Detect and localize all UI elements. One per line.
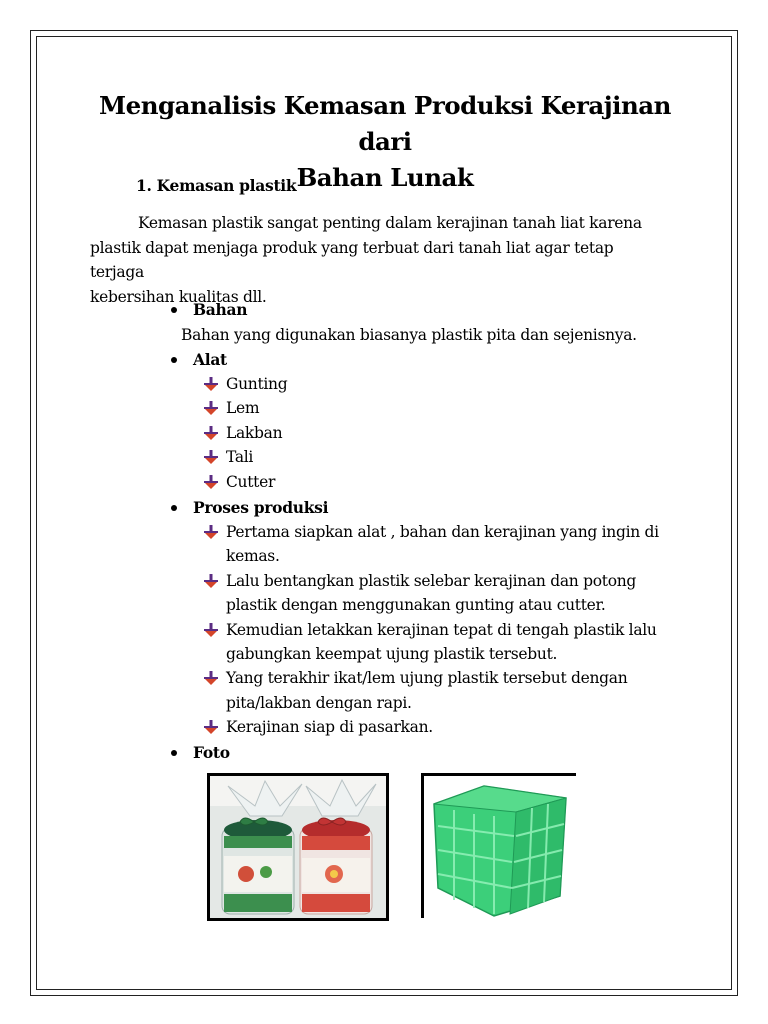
title-line-2: Bahan Lunak: [296, 163, 474, 192]
bullet-dot-icon: [171, 307, 177, 313]
arrow-down-bullet-icon: [203, 376, 219, 392]
proses-heading: Proses produksi: [193, 498, 329, 517]
bullet-dot-icon: [171, 357, 177, 363]
bullet-dot-icon: [171, 505, 177, 511]
alat-item: Tali: [226, 448, 254, 467]
arrow-down-bullet-icon: [203, 573, 219, 589]
photo-green-basket: [421, 773, 576, 918]
alat-item: Lem: [226, 399, 260, 418]
paragraph-line-2: plastik dapat menjaga produk yang terbuat dari tanah liat agar tetap terjaga: [90, 238, 614, 281]
arrow-down-bullet-icon: [203, 670, 219, 686]
title-line-1: Menganalisis Kemasan Produksi Kerajinan dari: [99, 91, 671, 156]
proses-step-line: Kemudian letakkan kerajinan tepat di tengah plastik lalu: [226, 620, 657, 639]
proses-step-line: kemas.: [226, 547, 280, 566]
bahan-text: Bahan yang digunakan biasanya plastik pita dan sejenisnya.: [181, 326, 637, 344]
paragraph-line-3: kebersihan kualitas dll.: [90, 287, 267, 306]
foto-heading: Foto: [193, 743, 230, 762]
alat-item: Lakban: [226, 423, 283, 442]
arrow-down-bullet-icon: [203, 449, 219, 465]
arrow-down-bullet-icon: [203, 474, 219, 490]
alat-item: Gunting: [226, 375, 288, 393]
bullet-dot-icon: [171, 750, 177, 756]
paragraph-line-1: Kemasan plastik sangat penting dalam kerajinan tanah liat karena: [138, 214, 642, 232]
bahan-heading: Bahan: [193, 300, 248, 319]
arrow-down-bullet-icon: [203, 425, 219, 441]
arrow-down-bullet-icon: [203, 622, 219, 638]
wrapped-jars-image: [210, 776, 386, 918]
proses-step-line: Lalu bentangkan plastik selebar kerajinan dan potong: [226, 571, 637, 590]
arrow-down-bullet-icon: [203, 400, 219, 416]
arrow-down-bullet-icon: [203, 719, 219, 735]
alat-heading: Alat: [193, 350, 227, 369]
alat-item: Cutter: [226, 472, 276, 491]
green-basket-image: [424, 776, 576, 918]
proses-step-line: gabungkan keempat ujung plastik tersebut.: [226, 645, 558, 663]
proses-step-line: pita/lakban dengan rapi.: [226, 693, 412, 712]
intro-paragraph: [90, 211, 670, 309]
proses-step-line: Kerajinan siap di pasarkan.: [226, 718, 433, 737]
arrow-down-bullet-icon: [203, 524, 219, 540]
proses-step-line: Yang terakhir ikat/lem ujung plastik tersebut dengan: [226, 669, 628, 688]
photo-wrapped-jars: [207, 773, 389, 921]
proses-step-line: Pertama siapkan alat , bahan dan kerajinan yang ingin di: [226, 523, 659, 541]
proses-step-line: plastik dengan menggunakan gunting atau cutter.: [226, 596, 606, 615]
section-heading: 1. Kemasan plastik: [136, 176, 297, 195]
